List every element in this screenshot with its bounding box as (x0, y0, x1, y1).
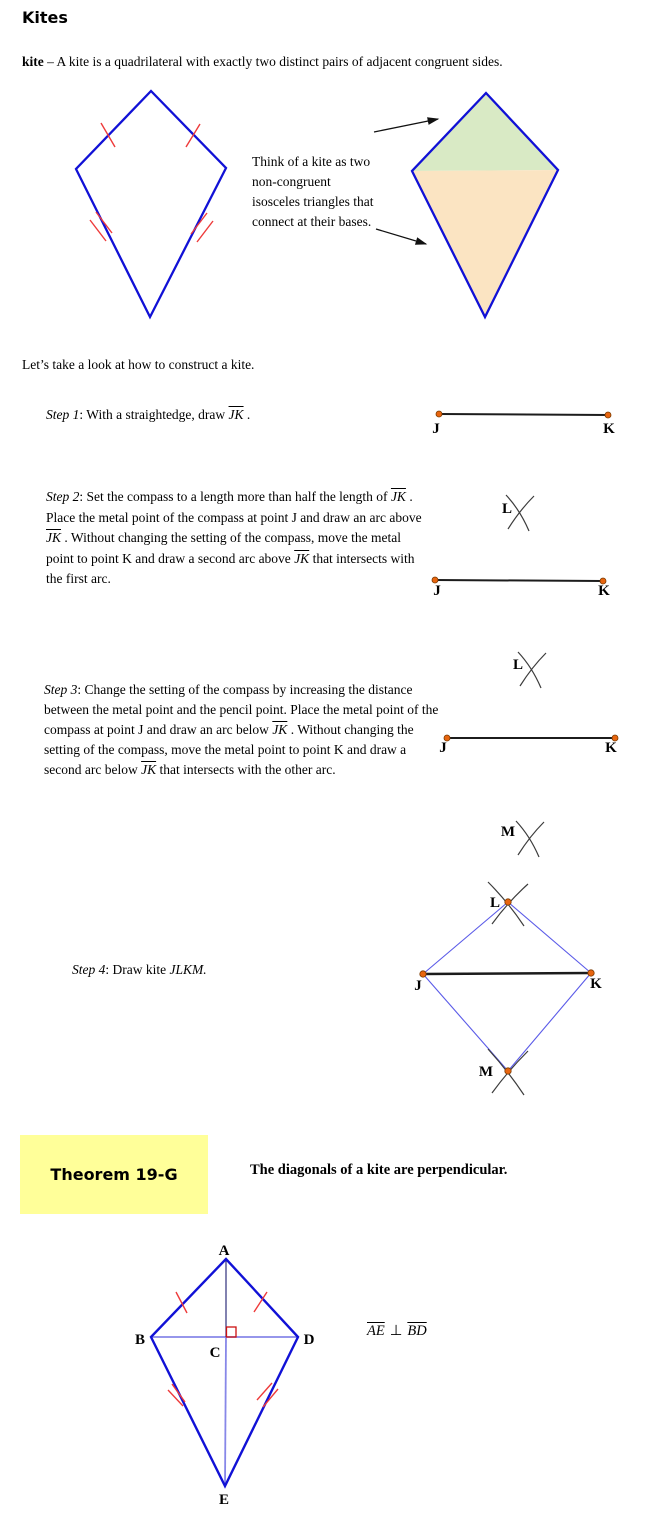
congruence-ticks (168, 1292, 278, 1407)
step3-diagram (430, 646, 655, 861)
theorem-label: Theorem 19-G (50, 1165, 178, 1184)
construction-intro: Let’s take a look at how to construct a kite. (22, 357, 255, 372)
annotation-arrows (360, 100, 470, 260)
point-M-dot (505, 1068, 511, 1074)
segment-AE-notation: $\overline{AE}$ (367, 1323, 385, 1339)
label-K: K (590, 976, 602, 992)
label-E: E (218, 1492, 230, 1508)
label-M: M (478, 1064, 493, 1080)
side-LK (508, 902, 591, 973)
label-K: K (605, 740, 617, 756)
tick-lower-left-1 (96, 212, 112, 233)
segment-JK (435, 580, 603, 581)
theorem-kite-diagram (98, 1240, 390, 1515)
intersecting-arcs-below (516, 821, 544, 857)
label-J: J (414, 978, 422, 994)
step2-diagram (428, 492, 643, 607)
perpendicular-symbol: ⊥ (389, 1323, 403, 1339)
two-triangles-note: Think of a kite as two non-congruent isosceles triangles that connect at their bases. (252, 154, 374, 229)
side-KM (508, 973, 591, 1071)
tick-lower-right-1 (191, 213, 207, 234)
step4-instruction: Step 4: Draw kite JLKM. (72, 962, 207, 977)
point-L-dot (505, 899, 511, 905)
arrow-to-upper-triangle-icon (374, 119, 438, 132)
step2-instruction: Step 2: Set the compass to a length more than half the length of $\overline{JK}$ . Place the metal point of the compass at point J and draw an arc above $\overline{JK}$ . Without changing the setting of the compass, move the metal point to point K and draw a second arc above $\overline{JK}$ that intersects with the first arc. (46, 489, 422, 586)
tick-upper-left (101, 123, 115, 147)
perpendicular-formula (366, 1323, 428, 1340)
tick-DE-1 (257, 1383, 272, 1400)
label-D: D (303, 1332, 315, 1348)
label-J: J (439, 740, 447, 756)
kite-outline-diagram (40, 85, 240, 330)
label-K: K (598, 583, 610, 599)
theorem-statement: The diagonals of a kite are perpendicular. (250, 1162, 508, 1178)
label-J: J (433, 583, 441, 599)
arc-from-J (516, 821, 539, 857)
point-K-dot (605, 412, 611, 418)
label-L: L (501, 501, 513, 517)
step3-instruction: Step 3: Change the setting of the compass by increasing the distance between the metal point and the pencil point. Place the metal point of the compass at point J and draw an arc below $\overline{JK}$ . Without changing the setting of the compass, move the metal point to point K and draw a second arc below $\overline{JK}$ that intersects with the other arc. (44, 682, 439, 777)
label-J: J (432, 421, 440, 437)
kite-definition (22, 52, 637, 72)
segment-JK (439, 414, 608, 415)
label-L: L (512, 657, 524, 673)
label-A: A (218, 1243, 230, 1259)
step1-instruction: Step 1: With a straightedge, draw $\overline{JK}$ . (46, 407, 251, 422)
tick-BE-1 (172, 1384, 185, 1402)
page-title: Kites (22, 8, 68, 27)
side-JL (423, 902, 508, 974)
right-angle-mark (227, 1327, 237, 1337)
diagonal-CE (225, 1337, 226, 1486)
congruence-ticks (90, 123, 213, 242)
definition-term: kite (22, 54, 44, 69)
point-J-dot (420, 971, 426, 977)
step1-diagram (425, 395, 635, 445)
kite-sides (423, 902, 591, 1071)
definition-text: – A kite is a quadrilateral with exactly two distinct pairs of adjacent congruent sides. (43, 54, 503, 69)
vertex-dots (420, 899, 594, 1074)
segment-BD-notation: $\overline{BD}$ (407, 1323, 427, 1339)
step4-kite-diagram (390, 878, 635, 1100)
label-L: L (489, 895, 500, 911)
tick-lower-right-2 (197, 221, 213, 242)
point-J-dot (436, 411, 442, 417)
arrow-to-lower-triangle-icon (376, 229, 426, 244)
label-M: M (500, 824, 516, 840)
label-B: B (134, 1332, 146, 1348)
kite-outline (76, 91, 226, 317)
theorem-box (20, 1135, 208, 1214)
label-C: C (209, 1345, 221, 1361)
segment-JK (423, 973, 591, 974)
label-K: K (603, 421, 615, 437)
